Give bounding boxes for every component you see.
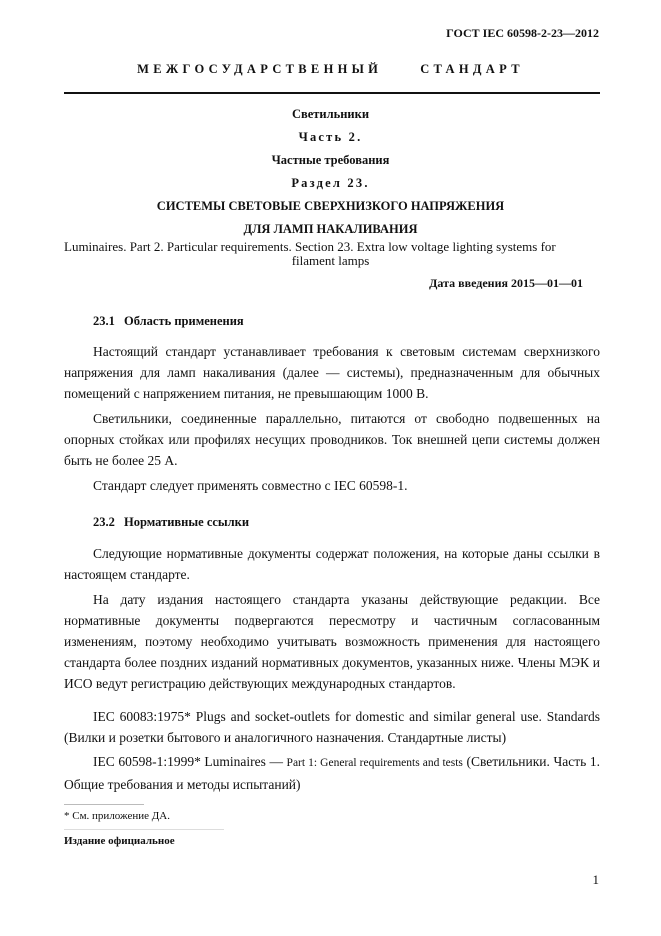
section-number-1: 23.1 [93, 314, 115, 328]
scope-paragraph-1: Настоящий стандарт устанавливает требования к световым системам сверхнизкого напряжения для ламп накаливания (далее — системы), предназначенным для обычных помещений с напряжением питания, не превышающим 1000 В. [64, 344, 600, 401]
footnote-rule [64, 804, 144, 805]
standard-type [0, 62, 661, 77]
standard-type-word-1: МЕЖГОСУДАРСТВЕННЫЙ [137, 62, 383, 76]
english-title-line-2: filament lamps [291, 253, 370, 268]
scope-paragraph-2: Светильники, соединенные параллельно, питаются от свободно подвешенных на опорных стойках или профилях несущих проводников. Ток внешней цепи системы должен быть не более 25 А. [64, 411, 600, 468]
header-rule [64, 92, 600, 94]
section-title-2: Нормативные ссылки [124, 515, 250, 529]
title-line-4: Раздел 23. [291, 176, 370, 190]
reference-iec-60598-1-part-a: IEC 60598-1:1999* Luminaires — [93, 754, 287, 769]
english-title-line-1: Luminaires. Part 2. Particular requirements. Section 23. Extra low voltage lighting systems for [64, 239, 556, 254]
section-heading-1 [93, 314, 244, 329]
title-line-1: Светильники [291, 107, 370, 121]
scope-paragraph-3: Стандарт следует применять совместно с IEC 60598-1. [93, 478, 408, 493]
edition-rule [64, 829, 224, 830]
edition-label: Издание официальное [64, 835, 175, 847]
reference-iec-60598-1-part-c: (Светильники. Часть 1. Общие требования и методы испытаний) [64, 754, 600, 792]
section-heading-2 [93, 515, 249, 530]
introduction-date: Дата введения 2015—01—01 [429, 276, 583, 290]
reference-iec-60598-1-part-b: Part 1: General requirements and tests [286, 757, 463, 769]
references-paragraph-2: На дату издания настоящего стандарта указаны действующие редакции. Все нормативные документы подвергаются пересмотру и частичным согласованным изменениям, поэтому необходимо учитывать возможность применения для настоящего стандарта более поздних изданий нормативных документов, указанных ниже. Члены МЭК и ИСО ведут регистрацию действующих международных стандартов. [64, 592, 600, 691]
standard-code: ГОСТ IEC 60598-2-23—2012 [446, 26, 599, 40]
title-line-2: Часть 2. [298, 130, 363, 144]
section-number-2: 23.2 [93, 515, 115, 529]
title-line-6: ДЛЯ ЛАМП НАКАЛИВАНИЯ [243, 222, 418, 236]
references-paragraph-1: Следующие нормативные документы содержат положения, на которые даны ссылки в настоящем стандарте. [64, 546, 600, 582]
reference-iec-60598-1 [64, 751, 600, 795]
page-number: 1 [592, 872, 599, 887]
title-line-5: СИСТЕМЫ СВЕТОВЫЕ СВЕРХНИЗКОГО НАПРЯЖЕНИЯ [156, 199, 505, 213]
section-title-1: Область применения [124, 314, 244, 328]
standard-type-word-2: СТАНДАРТ [420, 62, 524, 76]
title-line-3: Частные требования [271, 153, 390, 167]
footnote: * См. приложение ДА. [64, 810, 170, 822]
reference-iec-60083: IEC 60083:1975* Plugs and socket-outlets for domestic and similar general use. Standards (Вилки и розетки бытового и аналогичного назначения. Стандартные листы) [64, 709, 600, 745]
